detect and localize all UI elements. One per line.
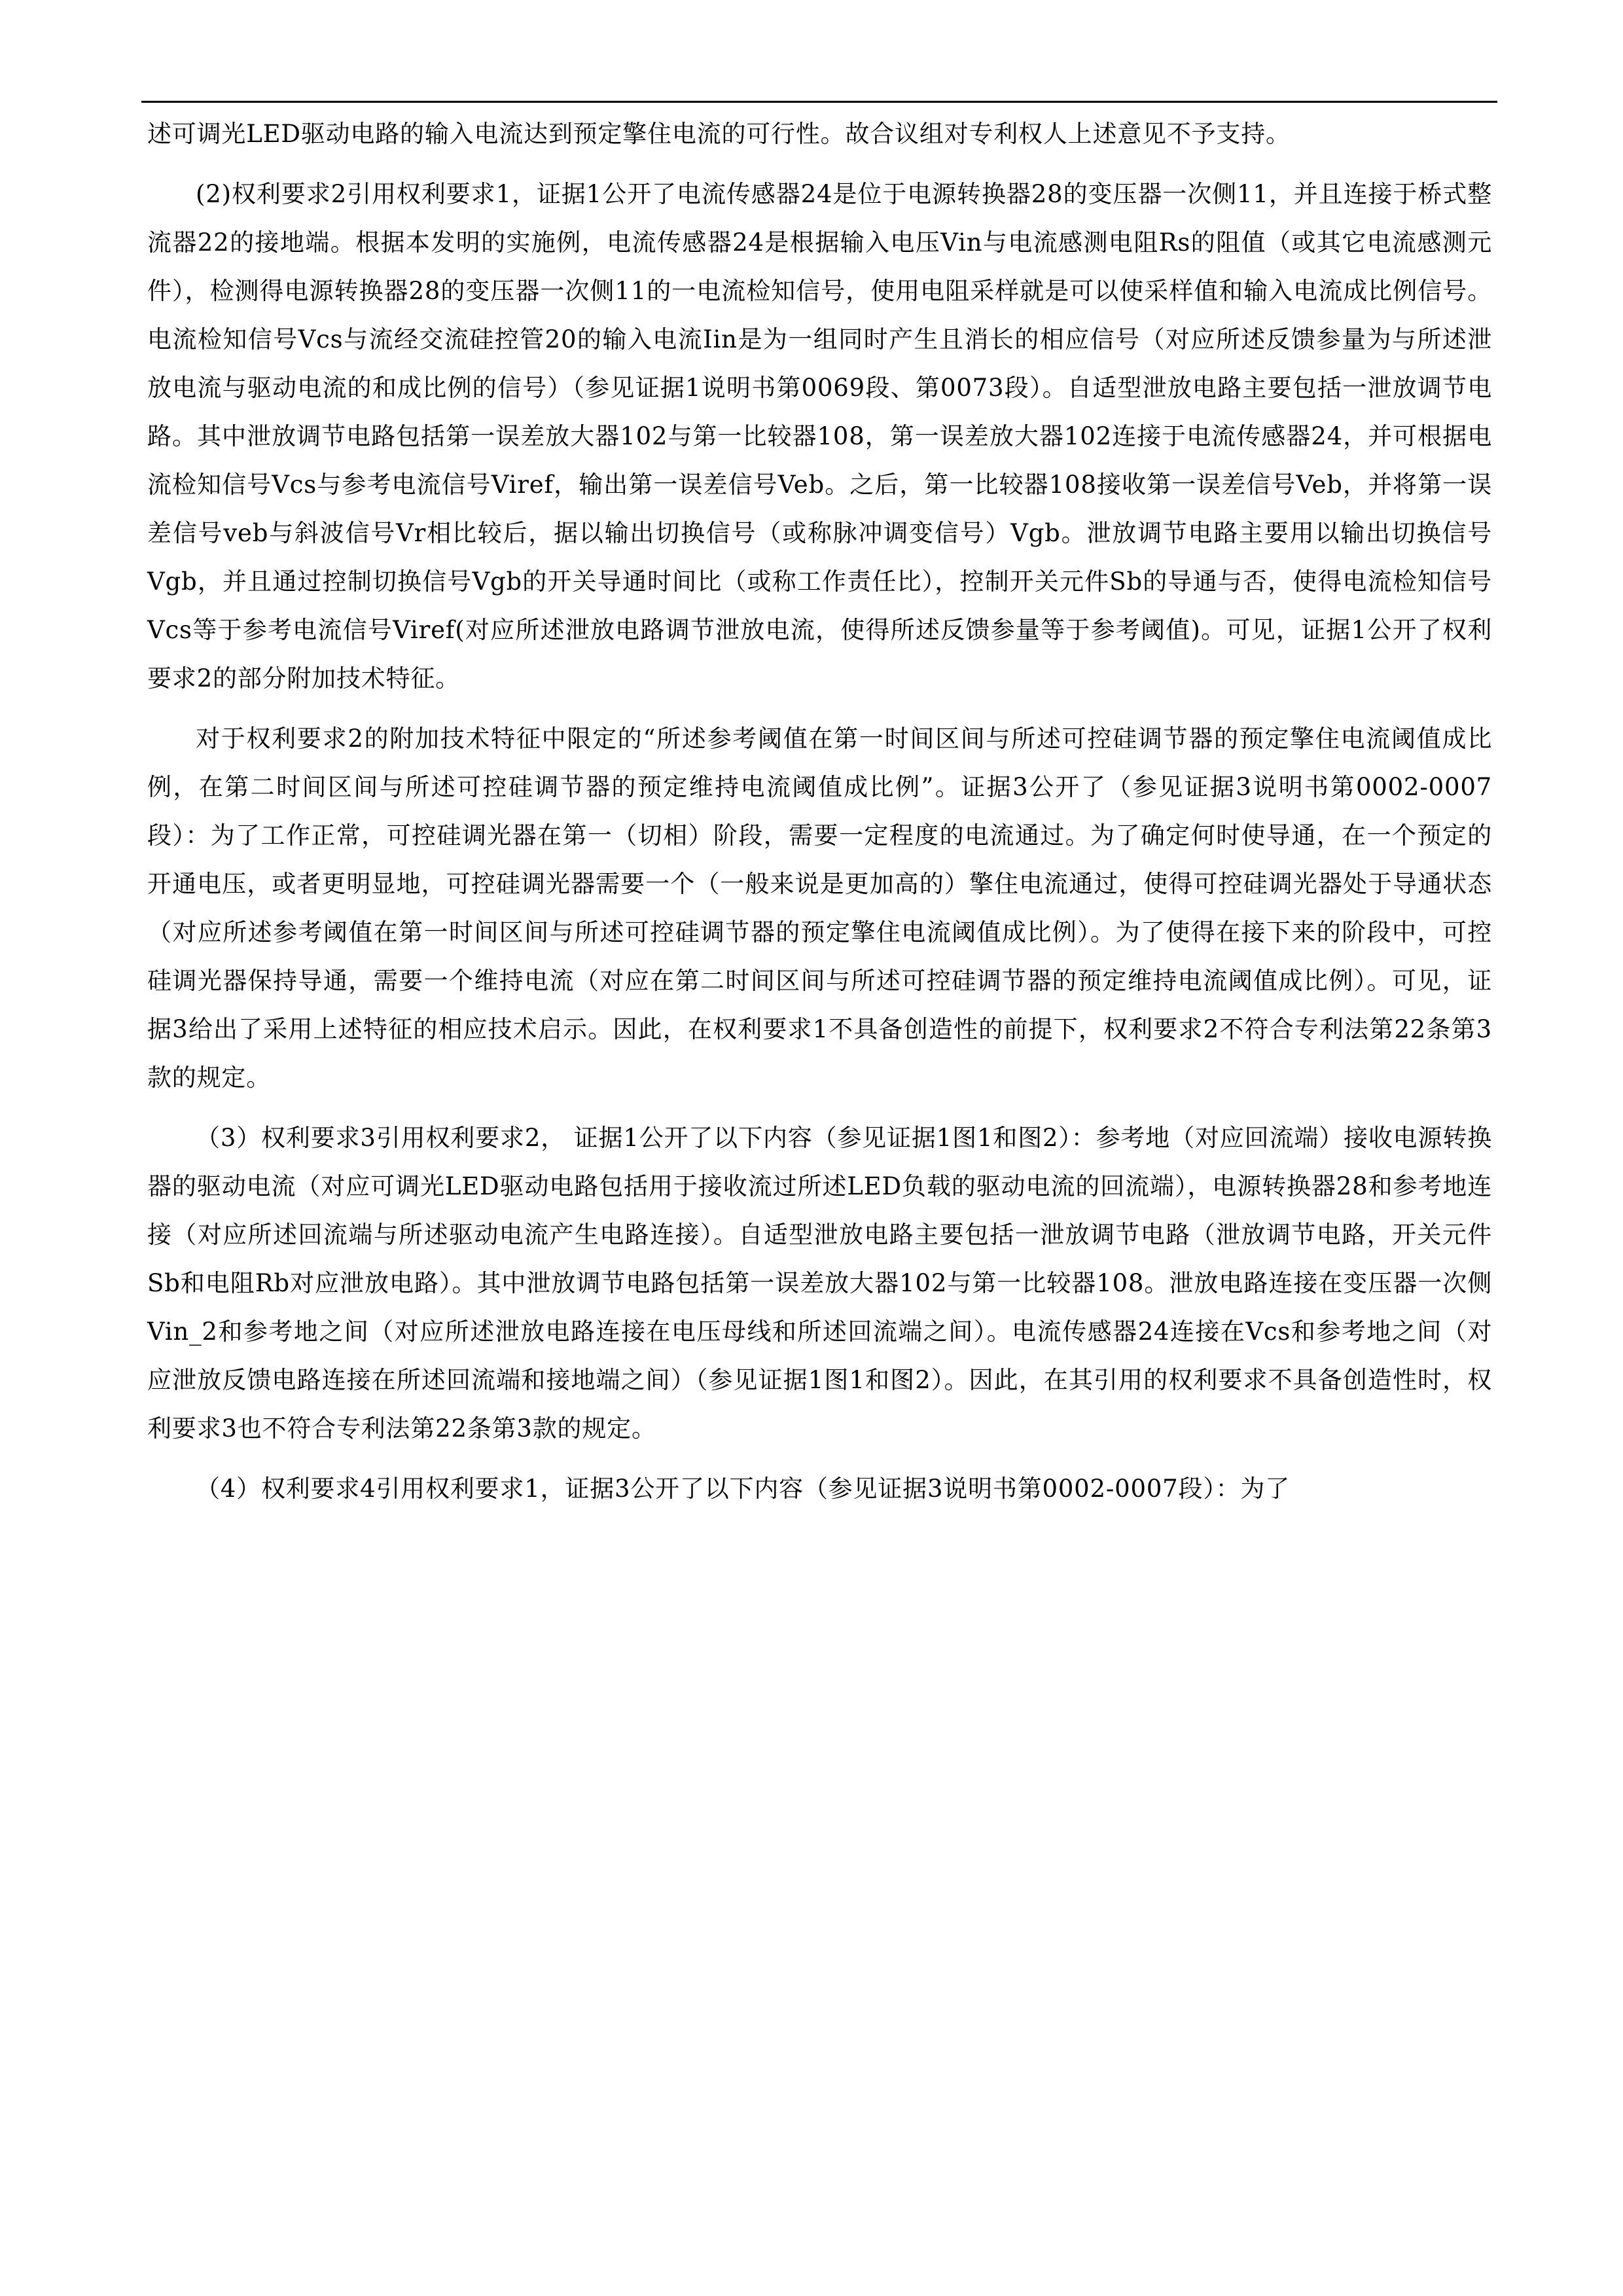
paragraph-continuation: 述可调光LED驱动电路的输入电流达到预定擎住电流的可行性。故合议组对专利权人上述意见不予支持。 bbox=[147, 120, 1291, 148]
paragraph-claim-2-additional: 对于权利要求2的附加技术特征中限定的“所述参考阈值在第一时间区间与所述可控硅调节器的预定擎住电流阈值成比例，在第二时间区间与所述可控硅调节器的预定维持电流阈值成比例”。证据3公开了（参见证据3说明书第0002-0007段）：为了工作正常，可控硅调光器在第一（切相）阶段，需要一定程度的电流通过。为了确定何时使导通，在一个预定的开通电压，或者更明显地，可控硅调光器需要一个（一般来说是更加高的）擎住电流通过，使得可控硅调光器处于导通状态（对应所述参考阈值在第一时间区间与所述可控硅调节器的预定擎住电流阈值成比例）。为了使得在接下来的阶段中，可控硅调光器保持导通，需要一个维持电流（对应在第二时间区间与所述可控硅调节器的预定维持电流阈值成比例）。可见，证据3给出了采用上述特征的相应技术启示。因此，在权利要求1不具备创造性的前提下，权利要求2不符合专利法第22条第3款的规定。 bbox=[147, 725, 1492, 1092]
paragraph-claim-2: (2)权利要求2引用权利要求1，证据1公开了电流传感器24是位于电源转换器28的变压器一次侧11，并且连接于桥式整流器22的接地端。根据本发明的实施例，电流传感器24是根据输入电压Vin与电流感测电阻Rs的阻值（或其它电流感测元件），检测得电源转换器28的变压器一次侧11的一电流检知信号，使用电阻采样就是可以使采样值和输入电流成比例信号。电流检知信号Vcs与流经交流硅控管20的输入电流Iin是为一组同时产生且消长的相应信号（对应所述反馈参量为与所述泄放电流与驱动电流的和成比例的信号）（参见证据1说明书第0069段、第0073段）。自适型泄放电路主要包括一泄放调节电路。其中泄放调节电路包括第一误差放大器102与第一比较器108，第一误差放大器102连接于电流传感器24，并可根据电流检知信号Vcs与参考电流信号Viref，输出第一误差信号Veb。之后，第一比较器108接收第一误差信号Veb，并将第一误差信号veb与斜波信号Vr相比较后，据以输出切换信号（或称脉冲调变信号）Vgb。泄放调节电路主要用以输出切换信号Vgb，并且通过控制切换信号Vgb的开关导通时间比（或称工作责任比），控制开关元件Sb的导通与否，使得电流检知信号Vcs等于参考电流信号Viref(对应所述泄放电路调节泄放电流，使得所述反馈参量等于参考阈值)。可见，证据1公开了权利要求2的部分附加技术特征。 bbox=[147, 180, 1492, 692]
header-rule bbox=[141, 101, 1497, 103]
body-text bbox=[147, 110, 1492, 1513]
paragraph-claim-4: （4）权利要求4引用权利要求1，证据3公开了以下内容（参见证据3说明书第0002-0007段）：为了 bbox=[196, 1475, 1291, 1503]
paragraph-claim-3: （3）权利要求3引用权利要求2， 证据1公开了以下内容（参见证据1图1和图2）：参考地（对应回流端）接收电源转换器的驱动电流（对应可调光LED驱动电路包括用于接收流过所述LED负载的驱动电流的回流端），电源转换器28和参考地连接（对应所述回流端与所述驱动电流产生电路连接）。自适型泄放电路主要包括一泄放调节电路（泄放调节电路，开关元件Sb和电阻Rb对应泄放电路）。其中泄放调节电路包括第一误差放大器102与第一比较器108。泄放电路连接在变压器一次侧Vin_2和参考地之间（对应所述泄放电路连接在电压母线和所述回流端之间）。电流传感器24连接在Vcs和参考地之间（对应泄放反馈电路连接在所述回流端和接地端之间）（参见证据1图1和图2）。因此，在其引用的权利要求不具备创造性时，权利要求3也不符合专利法第22条第3款的规定。 bbox=[147, 1124, 1492, 1443]
